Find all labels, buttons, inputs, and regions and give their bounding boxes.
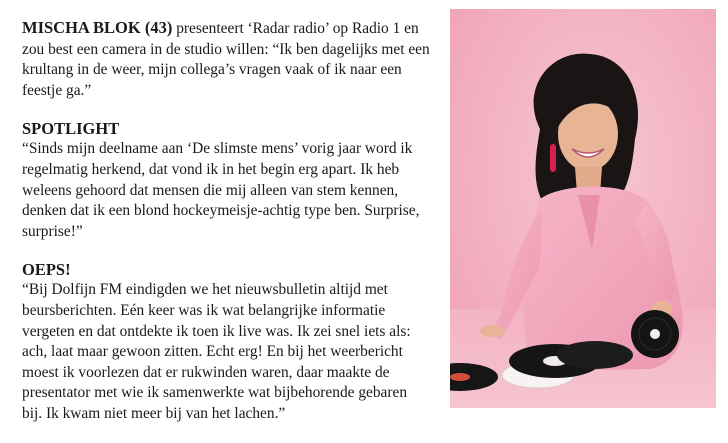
held-vinyl-record xyxy=(631,310,679,358)
portrait-photo xyxy=(450,9,716,408)
section-heading: SPOTLIGHT xyxy=(22,119,120,139)
section-oeps xyxy=(22,260,430,424)
person-name: MISCHA BLOK (43) xyxy=(22,18,173,37)
section-text: “Bij Dolfijn FM eindigden we het nieuwsbulletin altijd met beursberichten. Eén keer was ik wat belangrijke informatie vergeten en dat ontdekte ik toen ik live was. Ik zei snel iets als: ach, laat maar gewoon zitten. Echt erg! En bij het weerbericht moest ik voorlezen dat er rukwinden waren, daar maakte de presentator met wie ik samenwerkte wat bijbehorende gebaren bij. Ik kwam niet meer bij van het lachen.” xyxy=(22,281,411,422)
vinyl-record-right xyxy=(557,341,633,369)
section-heading: OEPS! xyxy=(22,260,71,280)
left-hand xyxy=(480,325,504,337)
portrait-illustration xyxy=(450,9,716,408)
article-text xyxy=(22,18,430,443)
earring xyxy=(550,144,556,172)
section-text: “Sinds mijn deelname aan ‘De slimste mens’ vorig jaar word ik regelmatig herkend, dat vond ik in het begin erg apart. Ik heb weleens gehoord dat mensen die mij alleen van stem kennen, denken dat ik een blond hockeymeisje-achtig type ben. Surprise, surprise!” xyxy=(22,140,420,240)
section-spotlight xyxy=(22,119,430,242)
intro-text: presenteert ‘Radar radio’ op Radio 1 en zou best een camera in de studio willen: “Ik ben dagelijks met een krultang in de weer, mijn collega’s vragen vaak of ik naar een feestje ga.” xyxy=(22,20,430,99)
intro-paragraph xyxy=(22,18,430,101)
